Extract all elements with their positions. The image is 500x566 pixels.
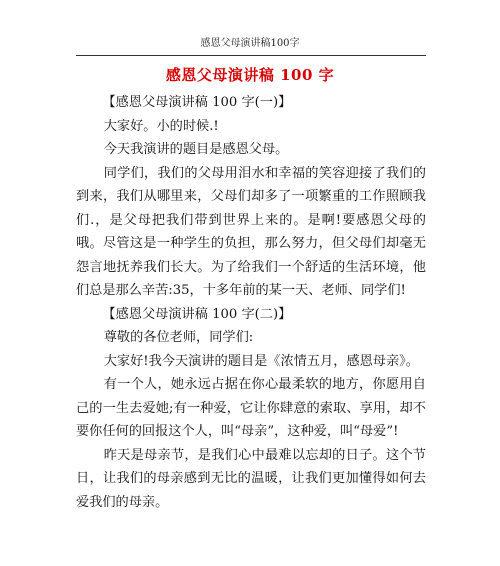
section-heading-1: 【感恩父母演讲稿 100 字(一)】 [102,95,292,110]
paragraph: 大家好。小的时候.! [103,118,219,134]
paragraph: 有一个人，她永远占据在你心最柔软的地方，你愿用自己的一生去爱她;有一种爱，它让你肆意的索取、享用，却不要你任何的回报这个人，叫“母亲”，这种爱，叫“母爱”! [76,377,426,439]
paragraph: 大家好!我今天演讲的题目是《浓情五月，感恩母亲》。 [103,353,419,369]
running-header: 感恩父母演讲稿100字 [200,38,300,49]
paragraph: 尊敬的各位老师，同学们: [103,330,254,345]
header-divider [76,55,426,56]
document-body [76,91,426,514]
paragraph: 同学们，我们的父母用泪水和幸福的笑容迎接了我们的到来，我们从哪里来，父母们却多了一项繁重的工作照顾我们.，是父母把我们带到世界上来的。是啊!要感恩父母的哦。尽管这是一种学生的负担，那么努力，但父母们却毫无怨言地抚养我们长大。为了给我们一个舒适的生活环境，他们总是那么辛苦:35，十多年前的某一天、老师、同学们! [76,165,426,298]
paragraph: 昨天是母亲节，是我们心中最难以忘却的日子。这个节日，让我们的母亲感到无比的温暖，让我们更加懂得如何去爱我们的母亲。 [76,447,426,510]
section-heading-2: 【感恩父母演讲稿 100 字(二)】 [102,306,292,322]
paragraph: 今天我演讲的题目是感恩父母。 [103,142,289,157]
document-title: 感恩父母演讲稿 100 字 [165,66,335,84]
